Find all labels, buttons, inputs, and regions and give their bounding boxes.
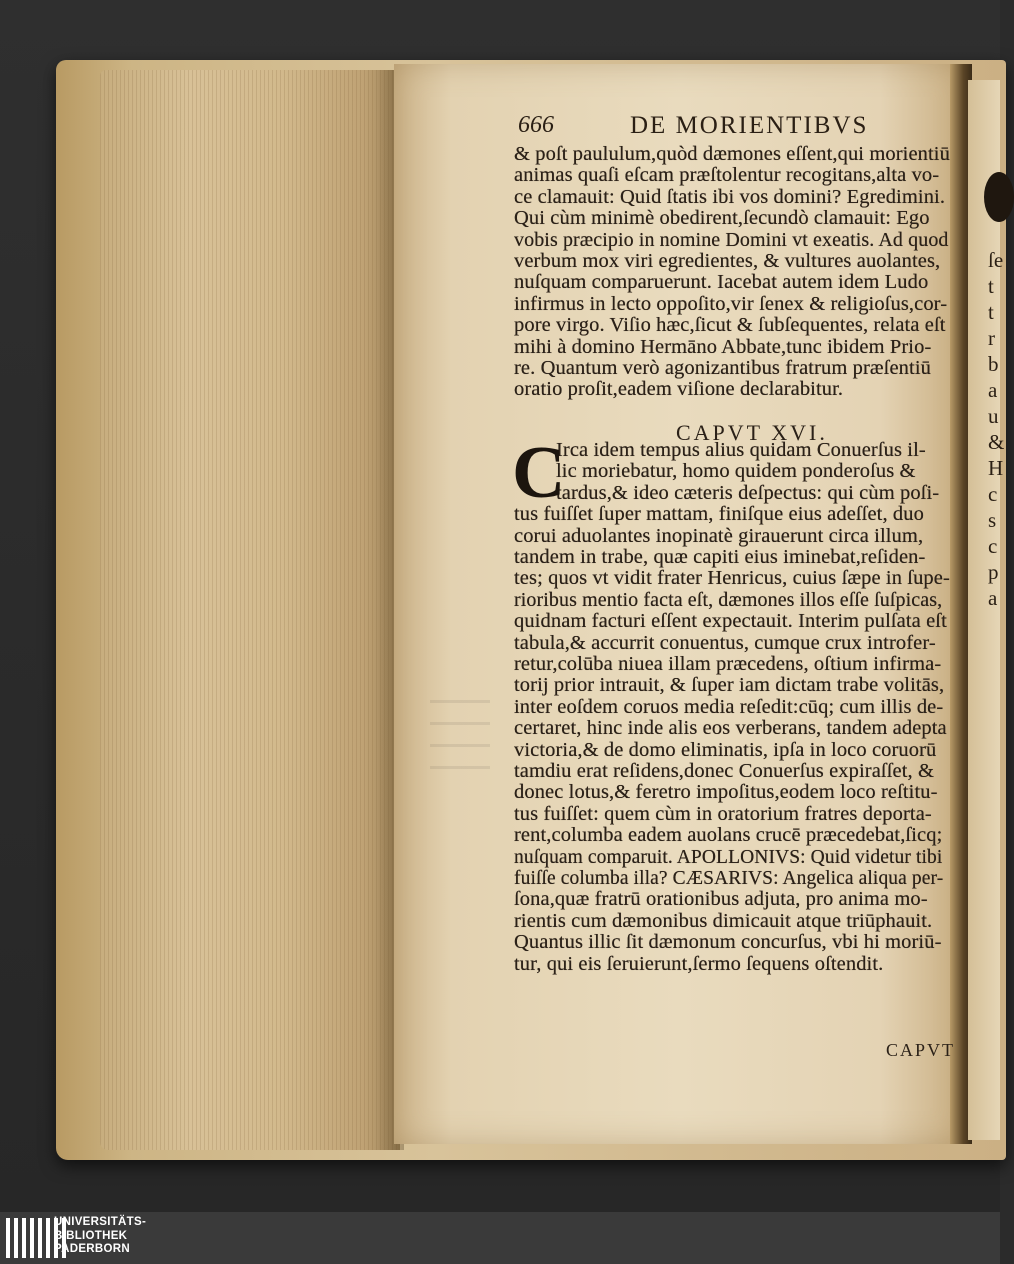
text-line: re. Quantum verò agonizantibus fratrum præſentiū bbox=[514, 357, 931, 379]
text-line: tabula,& accurrit conuentus, cumque crux introfer- bbox=[514, 631, 936, 654]
facing-page-fragment: p bbox=[988, 560, 999, 584]
facing-page-initial bbox=[984, 172, 1014, 222]
text-line: rent,columba eadem auolans crucē præcedebat,ſicq; bbox=[514, 824, 943, 847]
library-name-line: BIBLIOTHEK bbox=[54, 1229, 128, 1242]
running-head: DE MORIENTIBVS bbox=[630, 112, 869, 139]
text-line: oratio proſit,eadem viſione declarabitur. bbox=[514, 378, 844, 401]
text-line: fuiſſe columba illa? CÆSARIVS: Angelica aliqua per- bbox=[514, 868, 944, 889]
text-line: nuſquam comparuit. APOLLONIVS: Quid videtur tibi bbox=[514, 846, 943, 868]
chapter-heading: CAPVT XVI. bbox=[676, 420, 828, 445]
facing-page-fragment: t bbox=[988, 300, 994, 324]
text-line: torij prior intrauit, & ſuper iam dictam trabe volitās, bbox=[514, 674, 945, 697]
text-line: & poſt paululum,quòd dæmones eſſent,qui morientiū bbox=[514, 143, 950, 165]
library-name-line: PADERBORN bbox=[54, 1243, 130, 1255]
catchword: CAPVT bbox=[886, 1040, 956, 1060]
library-name bbox=[54, 1216, 146, 1257]
text-line: Qui cùm minimè obedirent,ſecundò clamauit: Ego bbox=[514, 207, 930, 230]
text-line: rioribus mentio facta eſt, dæmones illos eſſe ſuſpicas, bbox=[514, 588, 943, 611]
text-line: retur,colūba niuea illam præcedens, oſtium infirma- bbox=[514, 653, 942, 675]
text-line: vobis præcipio in nomine Domini vt exeatis. Ad quod bbox=[514, 228, 949, 251]
text-line: quidnam facturi eſſent expectauit. Interim pulſata eſt bbox=[514, 610, 947, 633]
text-line: inter eoſdem coruos media reſedit:cūq; cum illis de- bbox=[514, 695, 944, 718]
text-line: tardus,& ideo cæteris deſpectus: qui cùm poſi- bbox=[556, 481, 940, 504]
text-line: donec lotus,& feretro impoſitus,eodem loco reſtitu- bbox=[514, 781, 938, 804]
facing-page-fragment: H bbox=[988, 456, 1004, 480]
text-line: Irca idem tempus alius quidam Conuerſus il- bbox=[556, 439, 926, 461]
facing-page-fragment: c bbox=[988, 534, 998, 558]
text-line: tamdiu erat reſidens,donec Conuerſus expiraſſet, & bbox=[514, 760, 934, 782]
facing-page-fragment: a bbox=[988, 378, 998, 402]
text-line: mihi à domino Hermāno Abbate,tunc ibidem Prio- bbox=[514, 335, 932, 358]
text-line: tus fuiſſet ſuper mattam, finiſque eius adeſſet, duo bbox=[514, 503, 924, 526]
page-header bbox=[518, 112, 938, 142]
text-line: tes; quos vt vidit frater Henricus, cuius ſæpe in ſupe- bbox=[514, 567, 950, 590]
text-line: victoria,& de domo eliminatis, ipſa in loco coruorū bbox=[514, 738, 937, 761]
facing-page-fragment: a bbox=[988, 586, 998, 610]
library-footer bbox=[0, 1212, 1000, 1264]
text-line: verbum mox viri egredientes, & vultures auolantes, bbox=[514, 250, 941, 272]
text-line: nuſquam comparuerunt. Iacebat autem idem Ludo bbox=[514, 271, 929, 294]
page-edges bbox=[100, 70, 400, 1150]
text-line: lic moriebatur, homo quidem ponderoſus & bbox=[556, 460, 916, 483]
facing-page-fragment: ſe bbox=[988, 248, 1004, 272]
text-line: certaret, hinc inde alis eos verberans, tandem adepta bbox=[514, 717, 947, 740]
facing-page-fragment: & bbox=[988, 430, 1005, 454]
text-line: animas quaſi eſcam præſtolentur recogitans,alta vo- bbox=[514, 164, 940, 187]
text-line: rientis cum dæmonibus dimicauit atque triūphauit. bbox=[514, 909, 933, 932]
text-line: corui aduolantes inopinatè girauerunt circa illum, bbox=[514, 524, 924, 547]
text-line: ce clamauit: Quid ſtatis ibi vos domini? Egredimini. bbox=[514, 185, 946, 208]
page-number: 666 bbox=[518, 112, 554, 138]
text-line: infirmus in lecto oppoſito,vir ſenex & religioſus,cor- bbox=[514, 292, 948, 315]
text-line: ſona,quæ fratrū orationibus adjuta, pro anima mo- bbox=[514, 888, 928, 911]
text-line: Quantus illic ſit dæmonum concurſus, vbi hi moriū- bbox=[514, 931, 942, 954]
show-through-text bbox=[430, 700, 490, 780]
facing-page-fragment: b bbox=[988, 352, 999, 376]
facing-page-fragment: s bbox=[988, 508, 997, 532]
facing-page-fragment: c bbox=[988, 482, 998, 506]
facing-page bbox=[968, 80, 1005, 1140]
facing-page-fragment: u bbox=[988, 404, 999, 428]
drop-cap-initial: C bbox=[512, 432, 566, 514]
text-line: pore virgo. Viſio hæc,ſicut & ſubſequentes, relata eſt bbox=[514, 314, 946, 337]
text-line: tandem in trabe, quæ capiti eius iminebat,reſiden- bbox=[514, 546, 926, 568]
library-name-line: UNIVERSITÄTS- bbox=[54, 1216, 147, 1228]
text-line: tur, qui eis ſeruierunt,ſermo ſequens oſtendit. bbox=[514, 952, 884, 975]
facing-page-fragment: r bbox=[988, 326, 995, 350]
facing-page-fragment: t bbox=[988, 274, 994, 298]
text-line: tus fuiſſet: quem cùm in oratorium fratres deporta- bbox=[514, 802, 932, 825]
